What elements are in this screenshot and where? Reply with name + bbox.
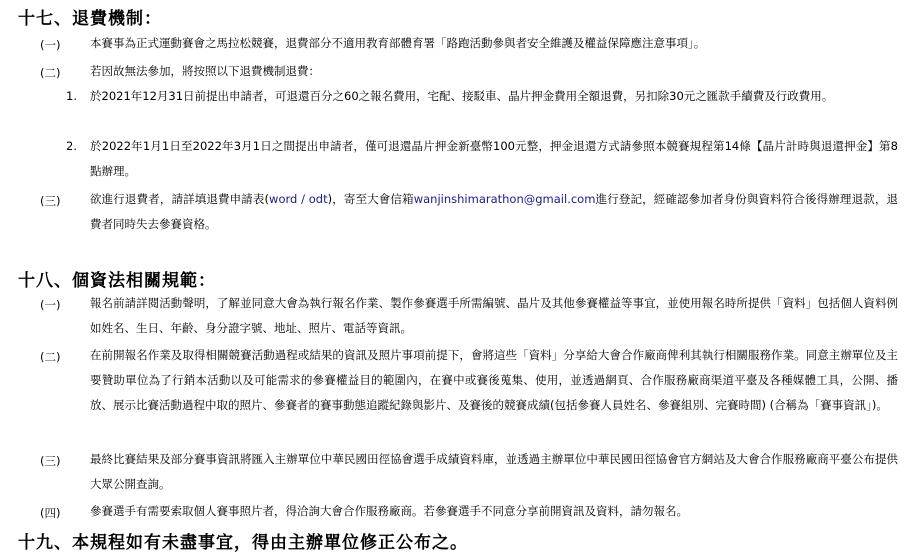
item-number: (三)	[40, 454, 61, 468]
item-number: (二)	[40, 66, 61, 80]
section-heading-19: 十九、本規程如有未盡事宜，得由主辦單位修正公布之。	[18, 533, 468, 553]
sub-item-number: 1.	[66, 89, 77, 103]
text-segment: )，寄至大會信箱	[327, 192, 414, 206]
sub-item-text: 於2022年1月1日至2022年3月1日之間提出申請者，僅可退還晶片押金新臺幣100元整，押金退還方式請參照本競賽規程第14條【晶片計時與退還押金】第8點辦理。	[90, 139, 898, 178]
item-number: (二)	[40, 350, 61, 364]
sub-item-number: 2.	[66, 139, 77, 153]
email-link[interactable]: wanjinshimarathon@gmail.com	[413, 192, 596, 206]
item-number: (三)	[40, 194, 61, 208]
item-text	[90, 187, 898, 237]
item-text: 報名前請詳閱活動聲明，了解並同意大會為執行報名作業、製作參賽選手所需編號、晶片及其他參賽權益等事宜，並使用報名時所提供「資料」包括個人資料例如姓名、生日、年齡、身分證字號、地址、照片、電話等資訊。	[90, 296, 898, 335]
section-heading-17: 十七、退費機制：	[18, 9, 162, 29]
form-link[interactable]: word / odt	[269, 192, 328, 206]
sub-item-text: 於2021年12月31日前提出申請者，可退還百分之60之報名費用，宅配、接駁車、晶片押金費用全額退費，另扣除30元之匯款手續費及行政費用。	[90, 89, 834, 103]
text-segment: 進行登記，經確認參加者身份與資料符合後得辦理退款，退費者同時失去參賽資格。	[90, 192, 898, 231]
item-number: (四)	[40, 506, 61, 520]
item-text: 本賽事為正式運動賽會之馬拉松競賽，退費部分不適用教育部體育署「路跑活動參與者安全維護及權益保障應注意事項」。	[90, 36, 706, 50]
item-number: (一)	[40, 38, 61, 52]
section-heading-18: 十八、個資法相關規範：	[18, 271, 216, 291]
text-segment: 欲進行退費者，請詳填退費申請表(	[90, 192, 270, 206]
sub-item	[66, 84, 898, 109]
item-text: 參賽選手有需要索取個人賽事照片者，得洽詢大會合作服務廠商。若參賽選手不同意分享前開資訊及資料，請勿報名。	[90, 504, 688, 518]
item-number: (一)	[40, 298, 61, 312]
item-text: 最終比賽結果及部分賽事資訊將匯入主辦單位中華民國田徑協會選手成績資料庫，並透過主辦單位中華民國田徑協會官方網站及大會合作服務廠商平臺公布提供大眾公開查詢。	[90, 452, 898, 491]
sub-item	[66, 134, 898, 184]
item-text: 在前開報名作業及取得相關競賽活動過程或結果的資訊及照片事項前提下，會將這些「資料」分享給大會合作廠商俾利其執行相關服務作業。同意主辦單位及主要贊助單位為了行銷本活動以及可能需求的參賽權益目的範圍內，在賽中或賽後蒐集、使用，並透過網頁、合作服務廠商渠道平臺及各種媒體工具，公開、播放、展示比賽活動過程中取的照片、參賽者的賽事動態追蹤紀錄與影片、及賽後的競賽成績(包括參賽人員姓名、參賽組別、完賽時間) (合稱為「賽事資訊」)。	[90, 348, 898, 412]
item-text: 若因故無法參加，將按照以下退費機制退費：	[90, 64, 320, 78]
